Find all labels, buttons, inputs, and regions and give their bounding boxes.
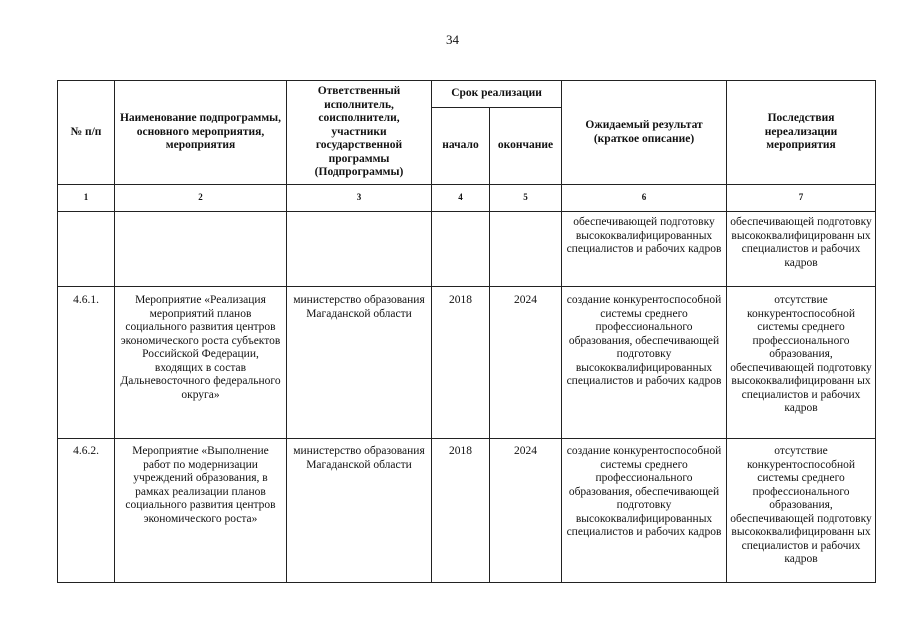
cell-end: 2024 (490, 287, 562, 439)
header-consequence: Последствия нереализации мероприятия (727, 81, 876, 185)
cell-name (115, 212, 287, 287)
cell-result: создание конкурентоспособной системы среднего профессионального образования, обеспечивающей подготовку высококвалифицированных специалистов и рабочих кадров (562, 287, 727, 439)
header-start: начало (432, 108, 490, 185)
column-number: 2 (115, 185, 287, 212)
column-number: 7 (727, 185, 876, 212)
header-name: Наименование подпрограммы, основного мероприятия, мероприятия (115, 81, 287, 185)
cell-name: Мероприятие «Реализация мероприятий планов социального развития центров экономического роста субъектов Российской Федерации, входящих в состав Дальневосточного федерального округа» (115, 287, 287, 439)
column-numbers-row (58, 185, 876, 212)
cell-code: 4.6.1. (58, 287, 115, 439)
header-result: Ожидаемый результат (краткое описание) (562, 81, 727, 185)
cell-result: обеспечивающей подготовку высококвалифицированных специалистов и рабочих кадров (562, 212, 727, 287)
cell-start (432, 212, 490, 287)
column-number: 5 (490, 185, 562, 212)
cell-executor: министерство образования Магаданской области (287, 287, 432, 439)
cell-code: 4.6.2. (58, 439, 115, 583)
header-row (58, 81, 876, 108)
column-number: 3 (287, 185, 432, 212)
cell-consequence: отсутствие конкурентоспособной системы среднего профессионального образования, обеспечивающей подготовку высококвалифицированн ых специалистов и рабочих кадров (727, 439, 876, 583)
cell-executor: министерство образования Магаданской области (287, 439, 432, 583)
cell-result: создание конкурентоспособной системы среднего профессионального образования, обеспечивающей подготовку высококвалифицированных специалистов и рабочих кадров (562, 439, 727, 583)
column-number: 6 (562, 185, 727, 212)
column-number: 4 (432, 185, 490, 212)
cell-code (58, 212, 115, 287)
column-number: 1 (58, 185, 115, 212)
program-table (57, 80, 876, 583)
cell-end (490, 212, 562, 287)
header-executor: Ответственный исполнитель, соисполнители, участники государственной программы (Подпрограммы) (287, 81, 432, 185)
cell-end: 2024 (490, 439, 562, 583)
table-row (58, 439, 876, 583)
header-end: окончание (490, 108, 562, 185)
cell-consequence: отсутствие конкурентоспособной системы среднего профессионального образования, обеспечивающей подготовку высококвалифицированн ых специалистов и рабочих кадров (727, 287, 876, 439)
cell-start: 2018 (432, 287, 490, 439)
header-period: Срок реализации (432, 81, 562, 108)
cell-name: Мероприятие «Выполнение работ по модернизации учреждений образования, в рамках реализации планов социального развития центров экономического роста» (115, 439, 287, 583)
cell-executor (287, 212, 432, 287)
table-row-continuation (58, 212, 876, 287)
table-row (58, 287, 876, 439)
header-number: № п/п (58, 81, 115, 185)
page-number: 34 (446, 32, 459, 47)
cell-consequence: обеспечивающей подготовку высококвалифицированн ых специалистов и рабочих кадров (727, 212, 876, 287)
cell-start: 2018 (432, 439, 490, 583)
